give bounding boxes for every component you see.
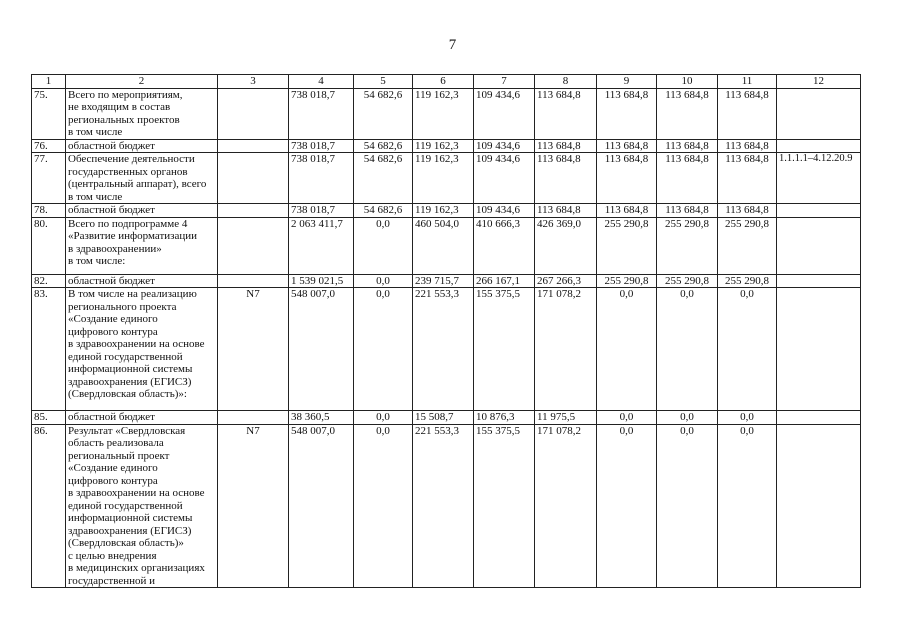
year-2019-cell: 0,0 — [354, 217, 413, 274]
year-2020-cell: 221 553,3 — [413, 288, 474, 411]
row-number-cell: 76. — [32, 139, 66, 153]
description-cell: Результат «Свердловская область реализовала региональный проект «Создание единого цифрового контура в здравоохранении на основе единой государственной информационной системы здравоохранения (ЕГИСЗ) (Свердловская область)» с целью внедрения в медицинских организациях государственной и — [66, 424, 218, 588]
year-2021-cell: 410 666,3 — [474, 217, 535, 274]
year-2019-cell: 54 682,6 — [354, 153, 413, 204]
description-cell: областной бюджет — [66, 274, 218, 288]
total-cell: 738 018,7 — [289, 88, 354, 139]
reference-cell — [218, 274, 289, 288]
year-2022-cell: 267 266,3 — [535, 274, 597, 288]
description-cell: областной бюджет — [66, 411, 218, 425]
row-number-cell: 82. — [32, 274, 66, 288]
total-cell: 548 007,0 — [289, 288, 354, 411]
year-2024-cell: 0,0 — [657, 288, 718, 411]
year-2020-cell: 119 162,3 — [413, 88, 474, 139]
total-cell: 38 360,5 — [289, 411, 354, 425]
year-2019-cell: 54 682,6 — [354, 204, 413, 218]
page-number: 7 — [448, 37, 457, 53]
year-2021-cell: 109 434,6 — [474, 88, 535, 139]
reference-cell — [218, 139, 289, 153]
target-indicator-cell — [777, 424, 861, 588]
table-row — [32, 139, 861, 153]
target-indicator-cell: 1.1.1.1–4.12.20.9 — [777, 153, 861, 204]
year-2025-cell: 0,0 — [718, 288, 777, 411]
year-2025-cell: 113 684,8 — [718, 204, 777, 218]
year-2024-cell: 113 684,8 — [657, 88, 718, 139]
year-2022-cell: 113 684,8 — [535, 88, 597, 139]
header-cell: 4 — [289, 75, 354, 89]
description-cell: В том числе на реализацию регионального проекта «Создание единого цифрового контура в здравоохранении на основе единой государственной информационной системы здравоохранения (ЕГИСЗ) (Свердловская область)»: — [66, 288, 218, 411]
year-2021-cell: 266 167,1 — [474, 274, 535, 288]
year-2025-cell: 113 684,8 — [718, 153, 777, 204]
year-2025-cell: 0,0 — [718, 411, 777, 425]
reference-cell — [218, 88, 289, 139]
total-cell: 738 018,7 — [289, 204, 354, 218]
year-2023-cell: 255 290,8 — [597, 274, 657, 288]
year-2020-cell: 15 508,7 — [413, 411, 474, 425]
year-2021-cell: 109 434,6 — [474, 153, 535, 204]
reference-cell: N7 — [218, 288, 289, 411]
reference-cell — [218, 204, 289, 218]
year-2021-cell: 109 434,6 — [474, 139, 535, 153]
year-2022-cell: 11 975,5 — [535, 411, 597, 425]
table-row — [32, 288, 861, 411]
description-cell: областной бюджет — [66, 139, 218, 153]
row-number-cell: 78. — [32, 204, 66, 218]
header-cell: 8 — [535, 75, 597, 89]
year-2023-cell: 255 290,8 — [597, 217, 657, 274]
row-number-cell: 75. — [32, 88, 66, 139]
header-cell: 2 — [66, 75, 218, 89]
year-2019-cell: 54 682,6 — [354, 139, 413, 153]
table-row — [32, 153, 861, 204]
year-2020-cell: 460 504,0 — [413, 217, 474, 274]
header-cell: 11 — [718, 75, 777, 89]
year-2023-cell: 113 684,8 — [597, 139, 657, 153]
year-2024-cell: 113 684,8 — [657, 204, 718, 218]
header-cell: 1 — [32, 75, 66, 89]
row-number-cell: 80. — [32, 217, 66, 274]
target-indicator-cell — [777, 411, 861, 425]
year-2024-cell: 255 290,8 — [657, 217, 718, 274]
row-number-cell: 86. — [32, 424, 66, 588]
table-row — [32, 274, 861, 288]
year-2019-cell: 0,0 — [354, 424, 413, 588]
year-2022-cell: 113 684,8 — [535, 153, 597, 204]
year-2024-cell: 113 684,8 — [657, 139, 718, 153]
header-cell: 12 — [777, 75, 861, 89]
total-cell: 548 007,0 — [289, 424, 354, 588]
year-2019-cell: 54 682,6 — [354, 88, 413, 139]
year-2021-cell: 155 375,5 — [474, 288, 535, 411]
year-2025-cell: 255 290,8 — [718, 217, 777, 274]
year-2025-cell: 0,0 — [718, 424, 777, 588]
year-2025-cell: 113 684,8 — [718, 139, 777, 153]
year-2020-cell: 119 162,3 — [413, 204, 474, 218]
year-2019-cell: 0,0 — [354, 411, 413, 425]
header-cell: 5 — [354, 75, 413, 89]
year-2022-cell: 171 078,2 — [535, 288, 597, 411]
header-cell: 7 — [474, 75, 535, 89]
year-2023-cell: 113 684,8 — [597, 153, 657, 204]
description-cell: Обеспечение деятельности государственных органов (центральный аппарат), всего в том числе — [66, 153, 218, 204]
year-2022-cell: 113 684,8 — [535, 139, 597, 153]
reference-cell — [218, 153, 289, 204]
description-cell: Всего по подпрограмме 4 «Развитие информатизации в здравоохранении» в том числе: — [66, 217, 218, 274]
header-cell: 6 — [413, 75, 474, 89]
year-2023-cell: 0,0 — [597, 288, 657, 411]
total-cell: 1 539 021,5 — [289, 274, 354, 288]
target-indicator-cell — [777, 88, 861, 139]
year-2021-cell: 109 434,6 — [474, 204, 535, 218]
year-2024-cell: 255 290,8 — [657, 274, 718, 288]
year-2019-cell: 0,0 — [354, 288, 413, 411]
year-2023-cell: 0,0 — [597, 411, 657, 425]
year-2025-cell: 255 290,8 — [718, 274, 777, 288]
year-2024-cell: 0,0 — [657, 424, 718, 588]
total-cell: 2 063 411,7 — [289, 217, 354, 274]
target-indicator-cell — [777, 204, 861, 218]
total-cell: 738 018,7 — [289, 153, 354, 204]
year-2022-cell: 113 684,8 — [535, 204, 597, 218]
table-row — [32, 204, 861, 218]
year-2022-cell: 171 078,2 — [535, 424, 597, 588]
year-2022-cell: 426 369,0 — [535, 217, 597, 274]
budget-table — [31, 74, 861, 588]
row-number-cell: 83. — [32, 288, 66, 411]
table-row — [32, 411, 861, 425]
row-number-cell: 77. — [32, 153, 66, 204]
year-2020-cell: 119 162,3 — [413, 153, 474, 204]
table-row — [32, 217, 861, 274]
year-2019-cell: 0,0 — [354, 274, 413, 288]
year-2023-cell: 113 684,8 — [597, 88, 657, 139]
row-number-cell: 85. — [32, 411, 66, 425]
table-row — [32, 88, 861, 139]
reference-cell — [218, 411, 289, 425]
year-2020-cell: 239 715,7 — [413, 274, 474, 288]
target-indicator-cell — [777, 139, 861, 153]
header-cell: 9 — [597, 75, 657, 89]
description-cell: областной бюджет — [66, 204, 218, 218]
year-2023-cell: 113 684,8 — [597, 204, 657, 218]
header-row — [32, 75, 861, 89]
year-2023-cell: 0,0 — [597, 424, 657, 588]
reference-cell: N7 — [218, 424, 289, 588]
year-2025-cell: 113 684,8 — [718, 88, 777, 139]
description-cell: Всего по мероприятиям, не входящим в состав региональных проектов в том числе — [66, 88, 218, 139]
header-cell: 10 — [657, 75, 718, 89]
year-2024-cell: 113 684,8 — [657, 153, 718, 204]
year-2021-cell: 155 375,5 — [474, 424, 535, 588]
year-2020-cell: 221 553,3 — [413, 424, 474, 588]
target-indicator-cell — [777, 274, 861, 288]
year-2024-cell: 0,0 — [657, 411, 718, 425]
target-indicator-cell — [777, 217, 861, 274]
year-2020-cell: 119 162,3 — [413, 139, 474, 153]
table-row — [32, 424, 861, 588]
target-indicator-cell — [777, 288, 861, 411]
reference-cell — [218, 217, 289, 274]
total-cell: 738 018,7 — [289, 139, 354, 153]
year-2021-cell: 10 876,3 — [474, 411, 535, 425]
header-cell: 3 — [218, 75, 289, 89]
table-body — [32, 75, 861, 588]
